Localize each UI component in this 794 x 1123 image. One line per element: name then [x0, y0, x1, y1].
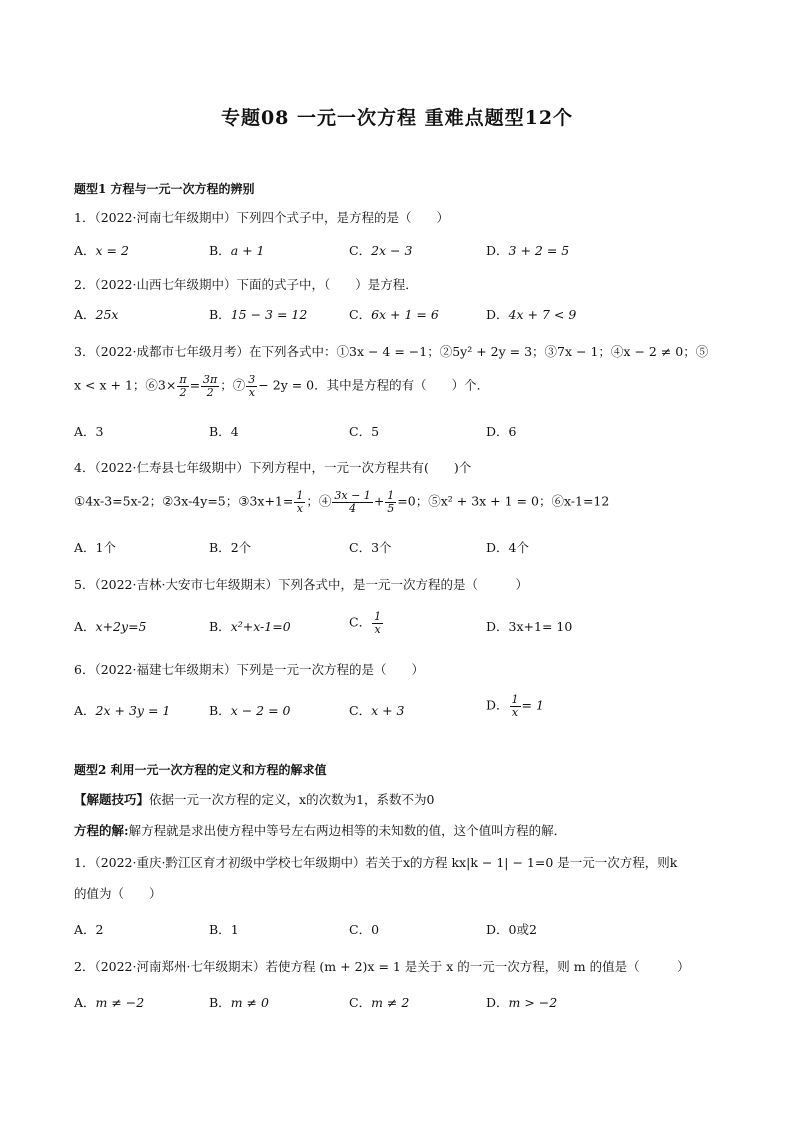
q3-line1: 3．（2022·成都市七年级月考）在下列各式中：①3x − 4 = −1；②5y² + 2y = 3；③7x − 1；④x − 2 ≠ 0；⑤: [74, 344, 709, 359]
option-b: B．1: [209, 922, 239, 937]
s2-q2-stem: 2．（2022·河南郑州·七年级期末）若使方程 (m + 2)x = 1 是关于 x 的一元一次方程，则 m 的值是（ ）: [74, 959, 690, 974]
q2-stem: 2．（2022·山西七年级期中）下面的式子中，（ ）是方程．: [74, 277, 418, 292]
option-d: D．4x + 7 < 9: [486, 307, 577, 322]
fraction-1-over-x: $\frac{1}{x}$: [374, 610, 382, 636]
s2-q1-line1: 1．（2022·重庆·黔江区育才初级中学校七年级期中）若关于x的方程 kx|k − 1| − 1=0 是一元一次方程，则k: [74, 855, 678, 870]
q5-stem: 5．（2022·吉林·大安市七年级期末）下列各式中，是一元一次方程的是（ ）: [74, 577, 528, 592]
option-d: D．m > −2: [486, 995, 558, 1010]
tip-line: 【解题技巧】依据一元一次方程的定义，x的次数为1，系数不为0: [74, 792, 435, 807]
option-b: B．2个: [209, 540, 252, 555]
option-d: D． $\frac{1}{x}$ = 1: [486, 693, 544, 719]
option-a: A．2: [74, 922, 104, 937]
option-a: A．2x + 3y = 1: [74, 703, 171, 718]
option-b: B．x²+x-1=0: [209, 619, 291, 634]
q4-equations: ①4x-3=5x-2；②3x-4y=5；③3x+1= $\frac{1}{x}$ ；④ $\frac{3x - 1}{4}$ + $\frac{1}{5}$ =0；⑤x² + 3x + 1 = 0；⑥x-1=12: [74, 489, 610, 515]
option-a: A．x+2y=5: [74, 619, 147, 634]
page-title: 专题08 一元一次方程 重难点题型12个: [220, 107, 574, 129]
fraction-3-over-x: $\frac{3}{x}$: [248, 373, 256, 399]
option-c: C．6x + 1 = 6: [349, 307, 439, 322]
fraction-1-over-x: $\frac{1}{x}$: [511, 693, 519, 719]
option-a: A．1个: [74, 540, 116, 555]
fraction-pi-over-2: $\frac{\pi}{2}$: [179, 373, 187, 399]
option-c: C．5: [349, 424, 380, 439]
option-d: D．0或2: [486, 922, 537, 937]
section1-title: 题型1 方程与一元一次方程的辨别: [74, 182, 255, 196]
option-c: C． $\frac{1}{x}$: [349, 610, 382, 636]
option-b: B．15 − 3 = 12: [209, 307, 308, 322]
q6-stem: 6．（2022·福建七年级期末）下列是一元一次方程的是（ ）: [74, 662, 424, 677]
option-d: D．6: [486, 424, 517, 439]
fraction-1-over-x: $\frac{1}{x}$: [296, 489, 304, 515]
option-b: B．a + 1: [209, 243, 265, 258]
option-c: C．2x − 3: [349, 243, 413, 258]
option-d: D．3 + 2 = 5: [486, 243, 570, 258]
fraction-3x-1-over-4: $\frac{3x - 1}{4}$: [334, 489, 371, 515]
option-b: B．m ≠ 0: [209, 995, 269, 1010]
option-c: C．m ≠ 2: [349, 995, 410, 1010]
fraction-1-over-5: $\frac{1}{5}$: [387, 489, 395, 515]
fraction-3pi-over-2: $\frac{3\pi}{2}$: [203, 373, 218, 399]
option-d: D．3x+1= 10: [486, 619, 573, 634]
option-c: C．x + 3: [349, 703, 405, 718]
q1-stem: 1．（2022·河南七年级期中）下列四个式子中，是方程的是（ ）: [74, 210, 449, 225]
section2-title: 题型2 利用一元一次方程的定义和方程的解求值: [74, 763, 327, 777]
option-c: C．3个: [349, 540, 392, 555]
q3-line2: x < x + 1；⑥3× $\frac{\pi}{2}$ = $\frac{3\pi}{2}$ ；⑦ $\frac{3}{x}$ − 2y = 0．其中是方程的有（ ）个．: [74, 373, 490, 399]
solution-definition: 方程的解:解方程就是求出使方程中等号左右两边相等的未知数的值，这个值叫方程的解．: [74, 823, 567, 838]
option-c: C．0: [349, 922, 380, 937]
option-b: B．x − 2 = 0: [209, 703, 291, 718]
option-a: A．x = 2: [74, 243, 129, 258]
option-d: D．4个: [486, 540, 529, 555]
option-a: A．25x: [74, 307, 119, 322]
s2-q1-line2: 的值为（ ）: [74, 886, 162, 901]
option-a: A．3: [74, 424, 104, 439]
option-b: B．4: [209, 424, 239, 439]
option-a: A．m ≠ −2: [74, 995, 145, 1010]
q4-stem: 4．（2022·仁寿县七年级期中）下列方程中，一元一次方程共有( )个: [74, 460, 472, 475]
